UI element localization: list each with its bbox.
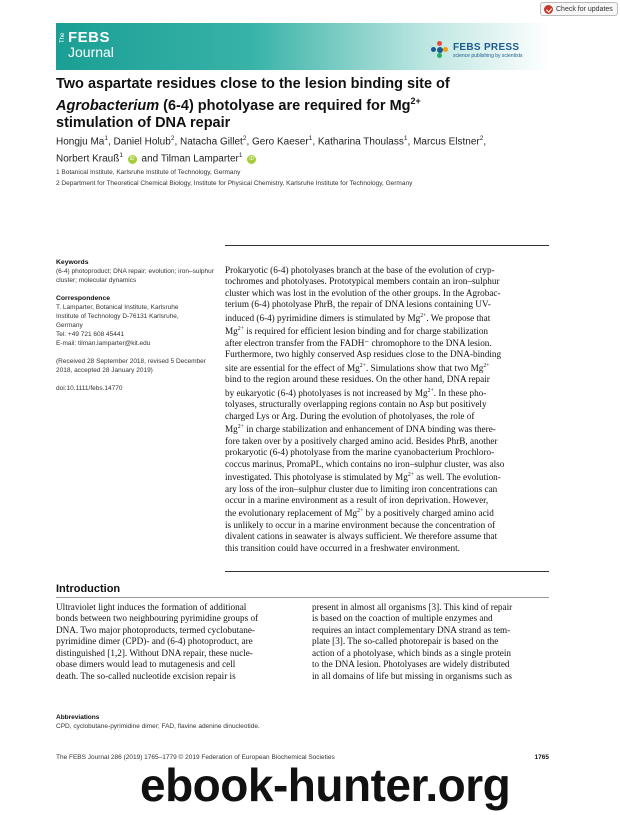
text-line: Furthermore, two highly conserved Asp residues close to the DNA-binding bbox=[225, 349, 502, 360]
text-line: pyrimidine dimer (CPD)- and (6-4) photoproduct, are bbox=[56, 636, 253, 647]
text-line: occur in a marine environment as a result of iron deprivation. However, bbox=[225, 494, 489, 505]
affiliation-2: 2 Department for Theoretical Chemical Biology, Institute for Physical Chemistry, Karlsruhe Institute for Technology, Germany bbox=[56, 180, 413, 187]
text-line: after electron transfer from the FADH⁻ chromophore to the DNA lesion. bbox=[225, 337, 492, 348]
author[interactable]: Katharina Thoulass bbox=[317, 136, 404, 148]
correspondence-heading: Correspondence bbox=[56, 295, 111, 302]
watermark: ebook-hunter.org bbox=[140, 759, 511, 811]
authors-conjunction: and bbox=[141, 153, 159, 165]
text-line: in all domains of life but missing in organisms such as bbox=[312, 670, 512, 681]
text-line: action of a photolyase, which binds as a single protein bbox=[312, 647, 512, 658]
author[interactable]: Natacha Gillet bbox=[180, 136, 243, 148]
febs-press-logo bbox=[431, 39, 522, 61]
text-line: investigated. This photolyase is stimulated by $Mg^{2+}$ as well. The evolution- bbox=[225, 472, 501, 483]
text-line: Prokaryotic (6-4) photolyases branch at the base of the evolution of cryp- bbox=[225, 265, 495, 275]
text-line: requires an intact complementary DNA strand as tem- bbox=[312, 624, 511, 635]
intro-column-right bbox=[312, 602, 549, 682]
text-line: distinguished [1,2]. Without DNA repair, these nucle- bbox=[56, 647, 253, 658]
received-dates: (Received 28 September 2018, revised 5 December 2018, accepted 28 January 2019) bbox=[56, 358, 206, 374]
text-line: bind to the region around these residues. On the other hand, DNA repair bbox=[225, 374, 490, 385]
journal-logo-name: FEBS bbox=[68, 29, 111, 46]
corr-line: Tel: +49 721 608 45441 bbox=[56, 331, 125, 338]
abbreviations-heading: Abbreviations bbox=[56, 714, 100, 721]
text-line: ary loss of the iron–sulphur cluster due to limiting iron concentrations can bbox=[225, 483, 498, 494]
abstract bbox=[225, 265, 549, 554]
text-line: DNA. Two major photoproducts, termed cyclobutane- bbox=[56, 624, 255, 635]
text-line: is based on the coaction of multiple enzymes and bbox=[312, 613, 493, 624]
author[interactable]: Hongju Ma bbox=[56, 136, 105, 148]
journal-logo-the: The bbox=[60, 32, 66, 43]
author[interactable]: Marcus Elstner bbox=[413, 136, 480, 148]
text-line: fore taken over by a positively charged amino acid. Besides PhrB, another bbox=[225, 435, 498, 446]
text-line: site are essential for the effect of $Mg^{2+}$. Simulations show that two $Mg^{2+}$ bbox=[225, 362, 490, 373]
corr-line: Institute of Technology D-76131 Karlsruhe, bbox=[56, 313, 179, 320]
journal-logo-sub: Journal bbox=[68, 44, 114, 60]
text-line: $Mg^{2+}$ is required for efficient lesion binding and for charge stabilization bbox=[225, 326, 489, 337]
footer-citation: The FEBS Journal 286 (2019) 1765–1779 © 2019 Federation of European Biochemical Societies bbox=[56, 754, 335, 761]
check-icon bbox=[544, 5, 553, 14]
text-line: tolyases, structurally overlapping regions contain no Asp but positively bbox=[225, 399, 487, 410]
corr-line: Germany bbox=[56, 322, 83, 329]
text-line: divalent cations in seawater is always sufficient. We therefore assume that bbox=[225, 531, 498, 542]
corr-line: T. Lamparter, Botanical Institute, Karlsruhe bbox=[56, 304, 179, 311]
text-line: cluster which was lost in the evolution of the other groups. In the Agrobac- bbox=[225, 287, 501, 298]
text-line: death. The so-called nucleotide excision repair is bbox=[56, 670, 236, 681]
author[interactable]: Daniel Holub bbox=[113, 136, 171, 148]
keywords: (6-4) photoproduct; DNA repair; evolution; iron–sulphur cluster; molecular dynamics bbox=[56, 268, 214, 284]
author[interactable]: Gero Kaeser bbox=[252, 136, 309, 148]
author-list: Hongju Ma$^1$, Daniel Holub$^2$, Natacha Gillet$^2$, Gero Kaeser$^1$, Katharina Thoulass$^1$, Marcus Elstner$^2$, Norbert Krauß$^1$ iD and Tilman Lamparter$^1$ iD bbox=[56, 135, 487, 165]
text-line: induced (6-4) pyrimidine dimers is stimulated by $Mg^{2+}$. We propose that bbox=[225, 312, 491, 323]
orcid-icon[interactable]: iD bbox=[128, 155, 137, 164]
doi-link[interactable]: doi:10.1111/febs.14770 bbox=[56, 385, 123, 392]
text-line: charged Lys or Arg. During the evolution of photolyases, the role of bbox=[225, 410, 475, 421]
text-line: coccus marinus, PromaPL, which contains no iron–sulphur cluster, was also bbox=[225, 458, 505, 469]
abbreviations bbox=[56, 713, 556, 731]
title-line-1: Two aspartate residues close to the lesion binding site of bbox=[56, 76, 450, 92]
text-line: prokaryotic (6-4) photolyase from the marine cyanobacterium Prochloro- bbox=[225, 447, 495, 458]
text-line: $Mg^{2+}$ in charge stabilization and enhancement of DNA binding was there- bbox=[225, 424, 496, 435]
abbreviations-text: CPD, cyclobutane-pyrimidine dimer; FAD, flavine adenine dinucleotide. bbox=[56, 723, 260, 730]
intro-column-left bbox=[56, 602, 293, 682]
text-line: this transition could have occurred in a freshwater environment. bbox=[225, 542, 460, 553]
title-line-2: (6-4) photolyase are required for Mg bbox=[159, 97, 411, 114]
text-line: obase dimers would lead to mutagenesis and cell bbox=[56, 659, 236, 670]
intro-rule bbox=[56, 597, 549, 598]
text-line: Ultraviolet light induces the formation of additional bbox=[56, 602, 247, 612]
article-sidebar bbox=[56, 258, 216, 393]
press-tagline: science publishing by scientists bbox=[453, 52, 523, 59]
text-line: present in almost all organisms [3]. This kind of repair bbox=[312, 602, 513, 612]
text-line: the evolutionary replacement of $Mg^{2+}$ by a positively charged amino acid bbox=[225, 508, 494, 519]
press-name: FEBS PRESS bbox=[453, 41, 520, 53]
orcid-icon[interactable]: iD bbox=[247, 155, 256, 164]
author[interactable]: Norbert Krauß bbox=[56, 153, 120, 165]
author[interactable]: Tilman Lamparter bbox=[160, 153, 239, 165]
introduction-heading: Introduction bbox=[56, 583, 121, 595]
title-sup: 2+ bbox=[410, 96, 421, 106]
corr-email[interactable]: E-mail: tilman.lamparter@kit.edu bbox=[56, 340, 151, 347]
text-line: plate [3]. The so-called photorepair is based on the bbox=[312, 636, 499, 647]
article-title bbox=[56, 76, 550, 132]
text-line: is unlikely to occur in a marine environment because the concentration of bbox=[225, 519, 496, 530]
text-line: bonds between two neighbouring pyrimidine groups of bbox=[56, 613, 259, 624]
abstract-bottom-rule bbox=[225, 571, 549, 572]
page-number: 1765 bbox=[534, 754, 549, 761]
title-line-3: stimulation of DNA repair bbox=[56, 114, 231, 131]
text-line: terium (6-4) photolyase PhrB, the repair of DNA lesions containing UV- bbox=[225, 299, 491, 310]
abstract-top-rule bbox=[225, 245, 549, 246]
check-for-updates-label: Check for updates bbox=[556, 5, 613, 13]
check-for-updates-button[interactable] bbox=[540, 2, 618, 16]
title-italic: Agrobacterium bbox=[56, 97, 160, 114]
text-line: tochromes and photolyases. Prototypical members contain an iron–sulphur bbox=[225, 276, 500, 287]
affiliation-1: 1 Botanical Institute, Karlsruhe Institute of Technology, Germany bbox=[56, 169, 241, 176]
text-line: by eukaryotic (6-4) photolyases is not increased by $Mg^{2+}$. In these pho- bbox=[225, 387, 487, 398]
keywords-heading: Keywords bbox=[56, 259, 89, 266]
febs-press-mark-icon bbox=[431, 41, 449, 59]
text-line: to the DNA lesion. Photolyases are widely distributed bbox=[312, 659, 510, 670]
